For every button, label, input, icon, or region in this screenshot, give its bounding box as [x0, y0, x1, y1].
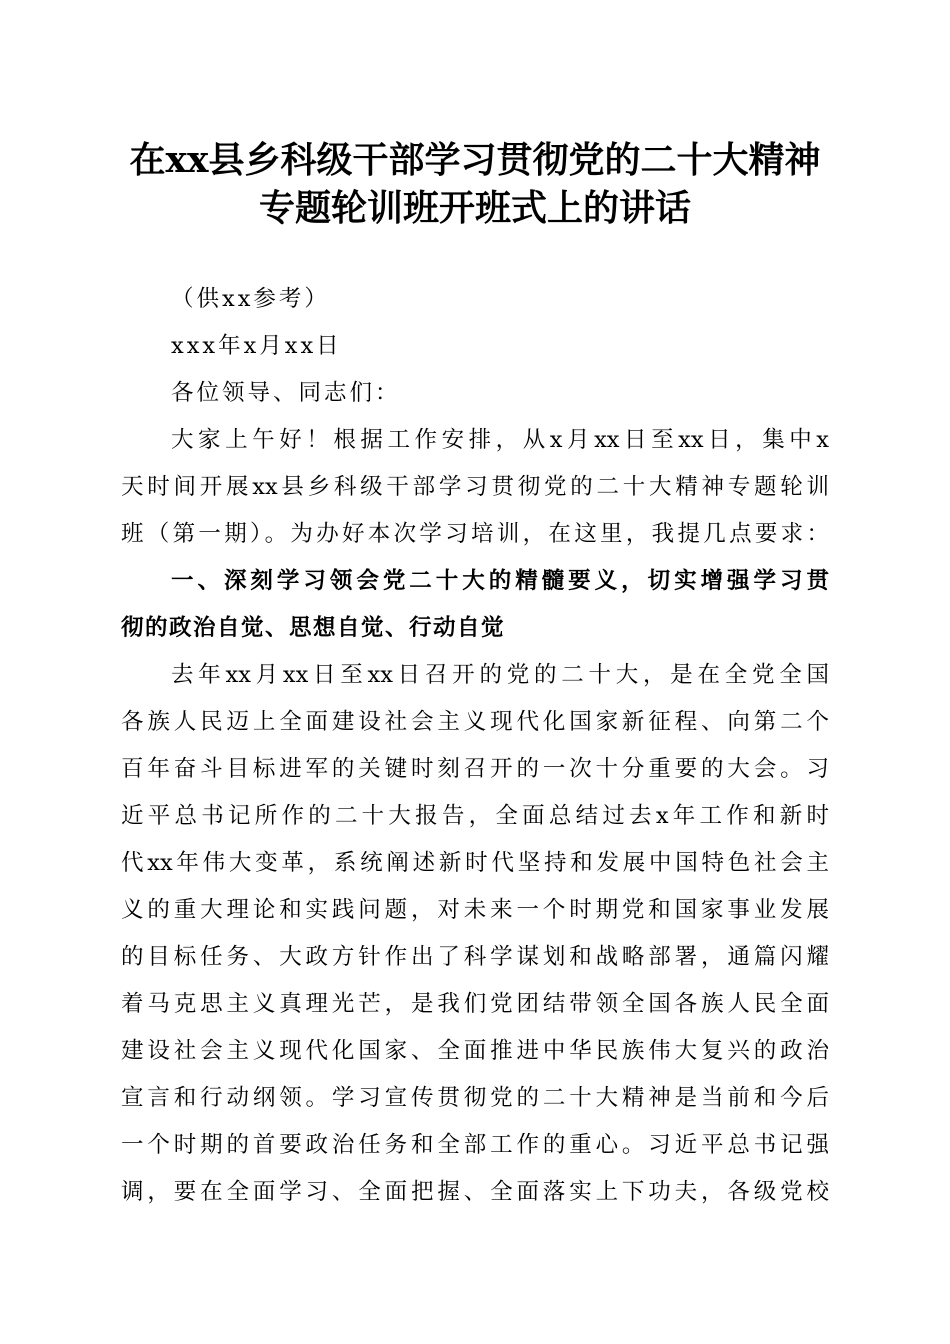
- intro-line: 大家上午好！根据工作安排，从x月xx日至xx日，集中x: [171, 427, 829, 453]
- section-body-line: 去年xx月xx日至xx日召开的党的二十大，是在全党全国: [171, 662, 829, 688]
- document-title-line-2: 专题轮训班开班式上的讲话: [258, 187, 691, 229]
- section-body-line: 调，要在全面学习、全面把握、全面落实上下功夫，各级党校: [121, 1179, 829, 1205]
- section-body-line: 百年奋斗目标进军的关键时刻召开的一次十分重要的大会。习: [121, 756, 829, 782]
- document-body: [121, 276, 829, 1205]
- salutation: 各位领导、同志们：: [171, 380, 401, 406]
- intro-line: 班（第一期）。为办好本次学习培训，在这里，我提几点要求：: [121, 521, 829, 547]
- document-title-line-1: 在xx县乡科级干部学习贯彻党的二十大精神: [129, 139, 821, 181]
- section-body-line: 代xx年伟大变革，系统阐述新时代坚持和发展中国特色社会主: [121, 850, 829, 876]
- reference-note: （供xx参考）: [171, 286, 330, 312]
- section-body-line: 一个时期的首要政治任务和全部工作的重心。习近平总书记强: [121, 1132, 829, 1158]
- intro-line: 天时间开展xx县乡科级干部学习贯彻党的二十大精神专题轮训: [121, 474, 829, 500]
- document-date: xxx年x月xx日: [171, 333, 342, 359]
- section-heading-line: 一、深刻学习领会党二十大的精髓要义，切实增强学习贯: [171, 568, 829, 594]
- section-body-line: 各族人民迈上全面建设社会主义现代化国家新征程、向第二个: [121, 709, 829, 735]
- section-heading-line: 彻的政治自觉、思想自觉、行动自觉: [121, 615, 506, 641]
- section-body-line: 宣言和行动纲领。学习宣传贯彻党的二十大精神是当前和今后: [121, 1085, 829, 1111]
- section-body-line: 着马克思主义真理光芒，是我们党团结带领全国各族人民全面: [121, 991, 829, 1017]
- section-body-line: 义的重大理论和实践问题，对未来一个时期党和国家事业发展: [121, 897, 829, 923]
- section-body-line: 的目标任务、大政方针作出了科学谋划和战略部署，通篇闪耀: [121, 944, 829, 970]
- section-body-line: 近平总书记所作的二十大报告，全面总结过去x年工作和新时: [121, 803, 829, 829]
- section-body-line: 建设社会主义现代化国家、全面推进中华民族伟大复兴的政治: [121, 1038, 829, 1064]
